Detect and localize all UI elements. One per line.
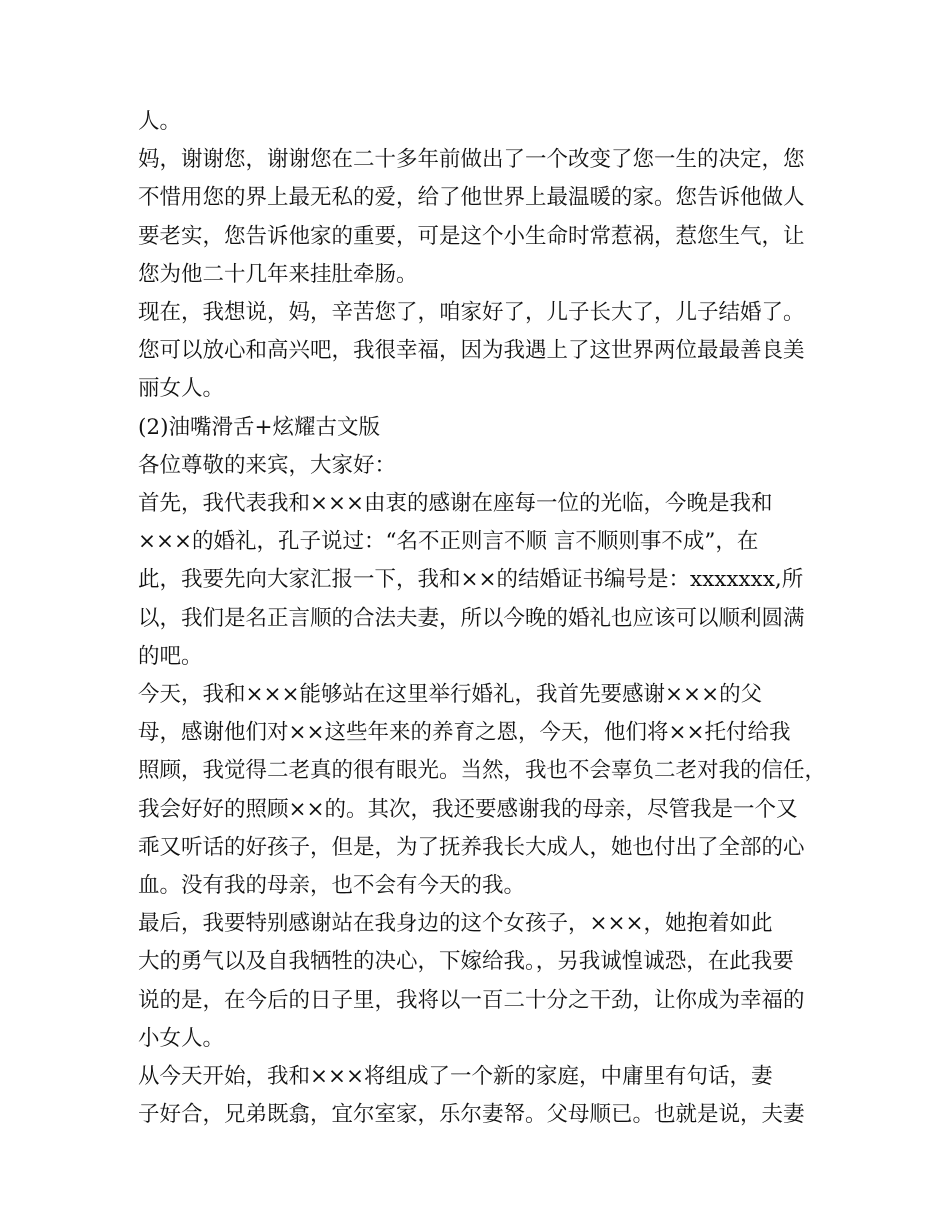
text-line: 此，我要先向大家汇报一下，我和××的结婚证书编号是：xxxxxxx,所 (138, 567, 804, 593)
section-heading: (2)油嘴滑舌+炫耀古文版 (138, 414, 380, 440)
text-line: 小女人。 (138, 1025, 225, 1051)
text-line: 母，感谢他们对××这些年来的养育之恩，今天，他们将××托付给我 (138, 720, 791, 746)
text-line: 今天，我和×××能够站在这里举行婚礼，我首先要感谢×××的父 (138, 682, 763, 708)
text-line: 说的是，在今后的日子里，我将以一百二十分之干劲，让你成为幸福的 (138, 987, 805, 1013)
text-line: 子好合，兄弟既翕，宜尔室家，乐尔妻帑。父母顺已。也就是说，夫妻 (138, 1102, 805, 1128)
text-line: 从今天开始，我和×××将组成了一个新的家庭，中庸里有句话，妻 (138, 1064, 773, 1090)
text-line: 的吧。 (138, 643, 203, 669)
text-line: 人。 (138, 109, 182, 134)
text-line: 您为他二十几年来挂肚牵肠。 (138, 261, 418, 287)
text-line: 以，我们是名正言顺的合法夫妻，所以今晚的婚礼也应该可以顺利圆满 (138, 605, 805, 631)
greeting-line: 各位尊敬的来宾，大家好： (138, 452, 397, 478)
text-line: 妈，谢谢您，谢谢您在二十多年前做出了一个改变了您一生的决定，您 (138, 147, 805, 173)
text-line: 您可以放心和高兴吧，我很幸福，因为我遇上了这世界两位最最善良美 (138, 338, 805, 364)
text-line: 要老实，您告诉他家的重要，可是这个小生命时常惹祸，惹您生气，让 (138, 223, 805, 249)
text-line: 大的勇气以及自我牺牲的决心，下嫁给我。，另我诚惶诚恐，在此我要 (138, 949, 794, 975)
text-line: 首先，我代表我和×××由衷的感谢在座每一位的光临，今晚是我和 (138, 491, 773, 517)
text-line: 照顾，我觉得二老真的很有眼光。当然，我也不会辜负二老对我的信任， (138, 758, 827, 784)
text-line: 最后，我要特别感谢站在我身边的这个女孩子，×××，她抱着如此 (138, 911, 773, 937)
text-line: ×××的婚礼，孔子说过：“名不正则言不顺 言不顺则事不成”，在 (138, 529, 759, 555)
text-line: 乖又听话的好孩子，但是，为了抚养我长大成人，她也付出了全部的心 (138, 834, 805, 860)
text-line: 不惜用您的界上最无私的爱，给了他世界上最温暖的家。您告诉他做人 (138, 185, 805, 211)
text-line: 现在，我想说，妈，辛苦您了，咱家好了，儿子长大了，儿子结婚了。 (138, 300, 805, 326)
text-line: 我会好好的照顾××的。其次，我还要感谢我的母亲，尽管我是一个又 (138, 796, 798, 822)
text-line: 血。没有我的母亲，也不会有今天的我。 (138, 873, 526, 899)
text-line: 丽女人。 (138, 376, 225, 402)
document-body (138, 103, 850, 1134)
